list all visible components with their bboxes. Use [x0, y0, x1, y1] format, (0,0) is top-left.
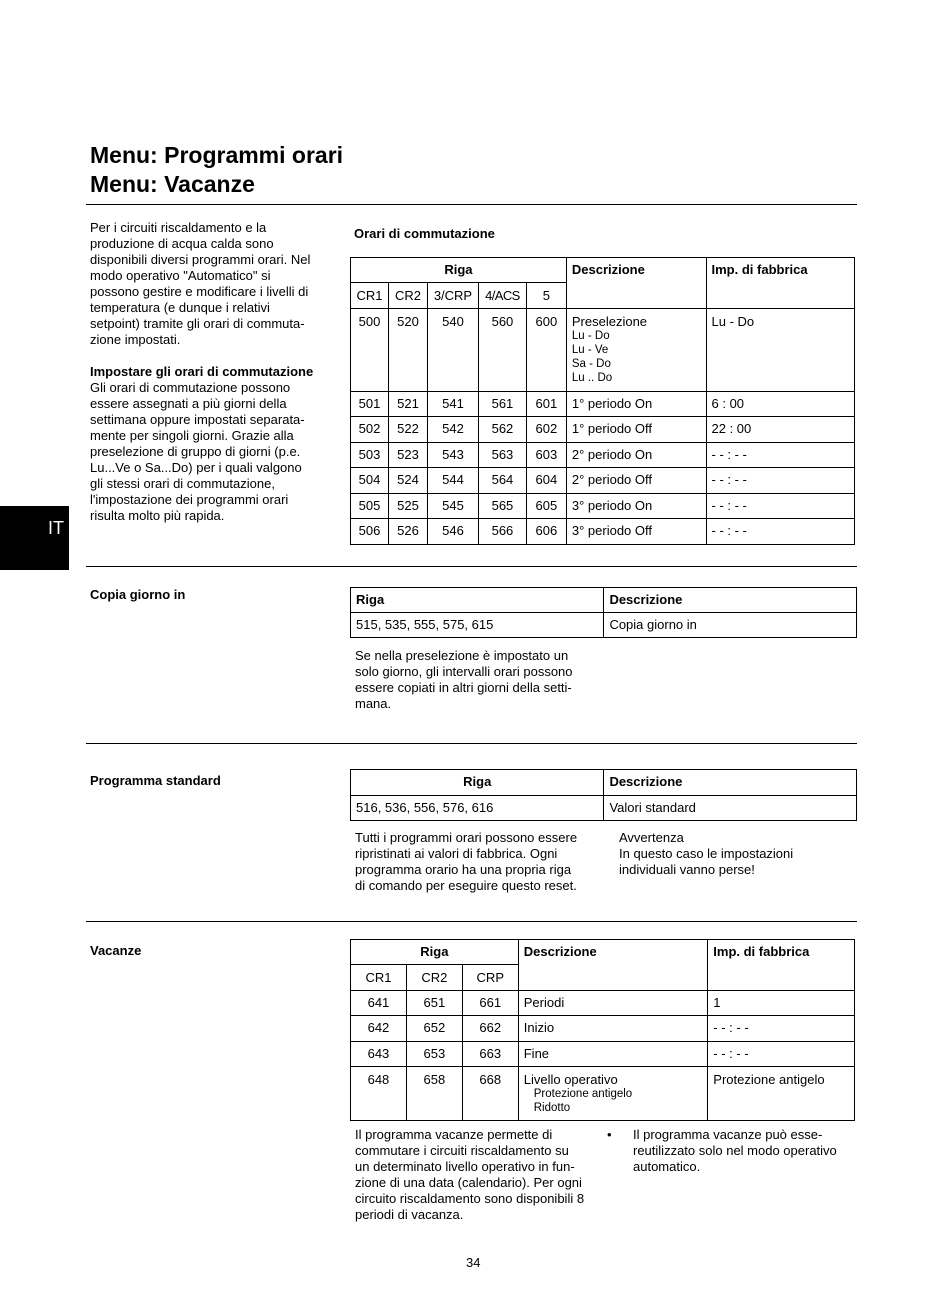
orari-table — [350, 257, 855, 545]
table-cell: 522 — [388, 417, 427, 443]
table-cell-imp: Protezione antigelo — [708, 1067, 855, 1121]
table-row — [351, 991, 855, 1016]
intro-section — [90, 220, 335, 524]
table-cell-desc — [518, 1067, 708, 1121]
copia-note-block — [355, 648, 605, 712]
table-cell: 544 — [427, 468, 478, 494]
standard-desc: Valori standard — [604, 796, 857, 821]
table-cell: 661 — [462, 991, 518, 1016]
table-row — [351, 1067, 855, 1121]
bullet-icon: • — [607, 1127, 612, 1142]
table-cell: 668 — [462, 1067, 518, 1121]
orari-subheader: 5 — [526, 283, 566, 309]
vacanze-subheader: CR1 — [351, 965, 407, 991]
vacanze-note-right: Il programma vacanze può esse- reutilizzato solo nel modo operativo automatico. — [633, 1127, 837, 1174]
level-option: Ridotto — [533, 1102, 571, 1114]
desc-text: Preselezione — [571, 314, 648, 329]
orari-subheader: CR1 — [351, 283, 389, 309]
table-cell: 563 — [478, 443, 526, 468]
table-cell-imp: 1 — [708, 991, 855, 1016]
table-row — [351, 613, 857, 638]
page-number: 34 — [466, 1255, 481, 1270]
standard-header-desc: Descrizione — [604, 770, 857, 796]
vacanze-title: Vacanze — [90, 943, 142, 958]
table-cell-desc: 3° periodo On — [566, 494, 706, 519]
desc-text: Livello operativo — [523, 1072, 618, 1087]
table-cell: 503 — [351, 443, 389, 468]
table-cell: 566 — [478, 519, 526, 545]
standard-header-riga: Riga — [351, 770, 604, 796]
table-cell: 542 — [427, 417, 478, 443]
table-cell: 602 — [526, 417, 566, 443]
table-cell: 600 — [526, 309, 566, 392]
table-cell: 525 — [388, 494, 427, 519]
table-cell: 564 — [478, 468, 526, 494]
table-cell: 523 — [388, 443, 427, 468]
table-cell-imp: - - : - - — [706, 519, 854, 545]
table-row — [351, 468, 855, 494]
table-cell: 526 — [388, 519, 427, 545]
table-cell-imp: - - : - - — [708, 1042, 855, 1067]
copia-desc: Copia giorno in — [604, 613, 857, 638]
vacanze-note-left: Il programma vacanze permette di commutare i circuiti riscaldamento su un determinato livello operativo in fun- zione di una data (calendario). Per ogni circuito riscaldamento sono disponibili 8 periodi di vacanza. — [355, 1127, 585, 1222]
standard-title: Programma standard — [90, 773, 221, 788]
table-row — [351, 519, 855, 545]
table-cell-imp: - - : - - — [708, 1016, 855, 1042]
intro-body: Gli orari di commutazione possono essere assegnati a più giorni della settimana oppure impostati separata- mente per singoli giorni. Grazie alla preselezione di gruppo di giorni (p.e. Lu...Ve o Sa...Do) per i quali valgono gli stessi orari di commutazione, l'impostazione dei programmi orari risulta molto più rapida. — [90, 380, 305, 523]
table-row — [351, 1016, 855, 1042]
table-cell-desc — [566, 309, 706, 392]
table-cell: 653 — [406, 1042, 462, 1067]
table-cell: 500 — [351, 309, 389, 392]
preselection-option: Lu .. Do — [571, 372, 613, 384]
section-divider — [86, 921, 857, 922]
standard-riga: 516, 536, 556, 576, 616 — [351, 796, 604, 821]
copia-header-desc: Descrizione — [604, 588, 857, 613]
table-cell-desc: 1° periodo Off — [566, 417, 706, 443]
table-cell: 562 — [478, 417, 526, 443]
orari-subheader: CR2 — [388, 283, 427, 309]
vacanze-table — [350, 939, 855, 1121]
table-cell: 504 — [351, 468, 389, 494]
standard-table — [350, 769, 857, 821]
table-cell: 606 — [526, 519, 566, 545]
table-cell: 505 — [351, 494, 389, 519]
table-cell: 651 — [406, 991, 462, 1016]
table-cell-desc: Fine — [518, 1042, 708, 1067]
table-cell: 540 — [427, 309, 478, 392]
intro-heading: Impostare gli orari di commutazione — [90, 364, 314, 379]
vacanze-header-desc: Descrizione — [518, 940, 708, 991]
table-cell: 643 — [351, 1042, 407, 1067]
table-cell: 642 — [351, 1016, 407, 1042]
title-divider — [86, 204, 857, 205]
intro-text: Per i circuiti riscaldamento e la produzione di acqua calda sono disponibili diversi programmi orari. Nel modo operativo "Automatico" si possono gestire e modificare i livelli di temperatura (e dunque i relativi setpoint) tramite gli orari di commuta- zione impostati. — [90, 220, 311, 347]
section-divider — [86, 743, 857, 744]
table-cell: 502 — [351, 417, 389, 443]
preselection-option: Lu - Do — [571, 330, 610, 342]
orari-subheader: 3/CRP — [427, 283, 478, 309]
page-title — [90, 141, 343, 199]
preselection-option: Sa - Do — [571, 358, 611, 370]
copia-note: Se nella preselezione è impostato un solo giorno, gli intervalli orari possono essere copiati in altri giorni della setti- mana. — [355, 648, 573, 711]
table-cell: 521 — [388, 392, 427, 417]
table-cell: 663 — [462, 1042, 518, 1067]
standard-note-right-title: Avvertenza — [619, 830, 684, 845]
table-row — [351, 392, 855, 417]
table-cell: 546 — [427, 519, 478, 545]
table-cell-desc: 1° periodo On — [566, 392, 706, 417]
title-line-1: Menu: Programmi orari — [90, 142, 344, 168]
table-cell: 658 — [406, 1067, 462, 1121]
table-cell: 641 — [351, 991, 407, 1016]
vacanze-header-riga: Riga — [351, 940, 519, 965]
table-row — [351, 417, 855, 443]
table-row — [351, 443, 855, 468]
standard-note-left-block — [355, 830, 610, 894]
table-cell-imp: - - : - - — [706, 494, 854, 519]
orari-title: Orari di commutazione — [354, 226, 495, 241]
vacanze-header-imp: Imp. di fabbrica — [708, 940, 855, 991]
table-row — [351, 494, 855, 519]
table-cell: 603 — [526, 443, 566, 468]
table-cell-imp: 6 : 00 — [706, 392, 854, 417]
table-cell-imp: - - : - - — [706, 468, 854, 494]
vacanze-note-left-block — [355, 1127, 605, 1223]
standard-note-right-block — [619, 830, 849, 878]
table-cell-imp: Lu - Do — [706, 309, 854, 392]
table-cell: 601 — [526, 392, 566, 417]
vacanze-subheader: CR2 — [406, 965, 462, 991]
level-option: Protezione antigelo — [533, 1088, 633, 1100]
table-cell: 560 — [478, 309, 526, 392]
preselection-option: Lu - Ve — [571, 344, 609, 356]
copia-riga: 515, 535, 555, 575, 615 — [351, 613, 604, 638]
copia-title: Copia giorno in — [90, 587, 186, 602]
standard-note-left: Tutti i programmi orari possono essere ripristinati ai valori di fabbrica. Ogni programma orario ha una propria riga di comando per eseguire questo reset. — [355, 830, 578, 893]
table-cell: 662 — [462, 1016, 518, 1042]
copia-header-riga: Riga — [351, 588, 604, 613]
table-cell: 501 — [351, 392, 389, 417]
table-row — [351, 1042, 855, 1067]
orari-header-desc: Descrizione — [566, 258, 706, 309]
orari-header-imp: Imp. di fabbrica — [706, 258, 854, 309]
table-cell-imp: - - : - - — [706, 443, 854, 468]
table-cell-desc: Inizio — [518, 1016, 708, 1042]
vacanze-note-right-block — [607, 1127, 852, 1175]
orari-header-riga: Riga — [351, 258, 567, 283]
table-cell: 565 — [478, 494, 526, 519]
table-row — [351, 796, 857, 821]
language-tab — [0, 506, 69, 570]
orari-subheader: 4/ACS — [478, 283, 526, 309]
language-tab-label: IT — [48, 518, 64, 538]
table-cell: 604 — [526, 468, 566, 494]
title-line-2: Menu: Vacanze — [90, 171, 255, 197]
table-cell: 605 — [526, 494, 566, 519]
table-cell: 506 — [351, 519, 389, 545]
copia-table — [350, 587, 857, 638]
table-cell: 652 — [406, 1016, 462, 1042]
standard-note-right: In questo caso le impostazioni individuali vanno perse! — [619, 846, 794, 877]
table-cell: 520 — [388, 309, 427, 392]
vacanze-subheader: CRP — [462, 965, 518, 991]
section-divider — [86, 566, 857, 567]
table-cell: 648 — [351, 1067, 407, 1121]
table-row — [351, 309, 855, 392]
table-cell-desc: Periodi — [518, 991, 708, 1016]
table-cell: 561 — [478, 392, 526, 417]
table-cell: 543 — [427, 443, 478, 468]
table-cell: 524 — [388, 468, 427, 494]
table-cell: 541 — [427, 392, 478, 417]
table-cell: 545 — [427, 494, 478, 519]
table-cell-desc: 2° periodo Off — [566, 468, 706, 494]
table-cell-imp: 22 : 00 — [706, 417, 854, 443]
table-cell-desc: 2° periodo On — [566, 443, 706, 468]
table-cell-desc: 3° periodo Off — [566, 519, 706, 545]
